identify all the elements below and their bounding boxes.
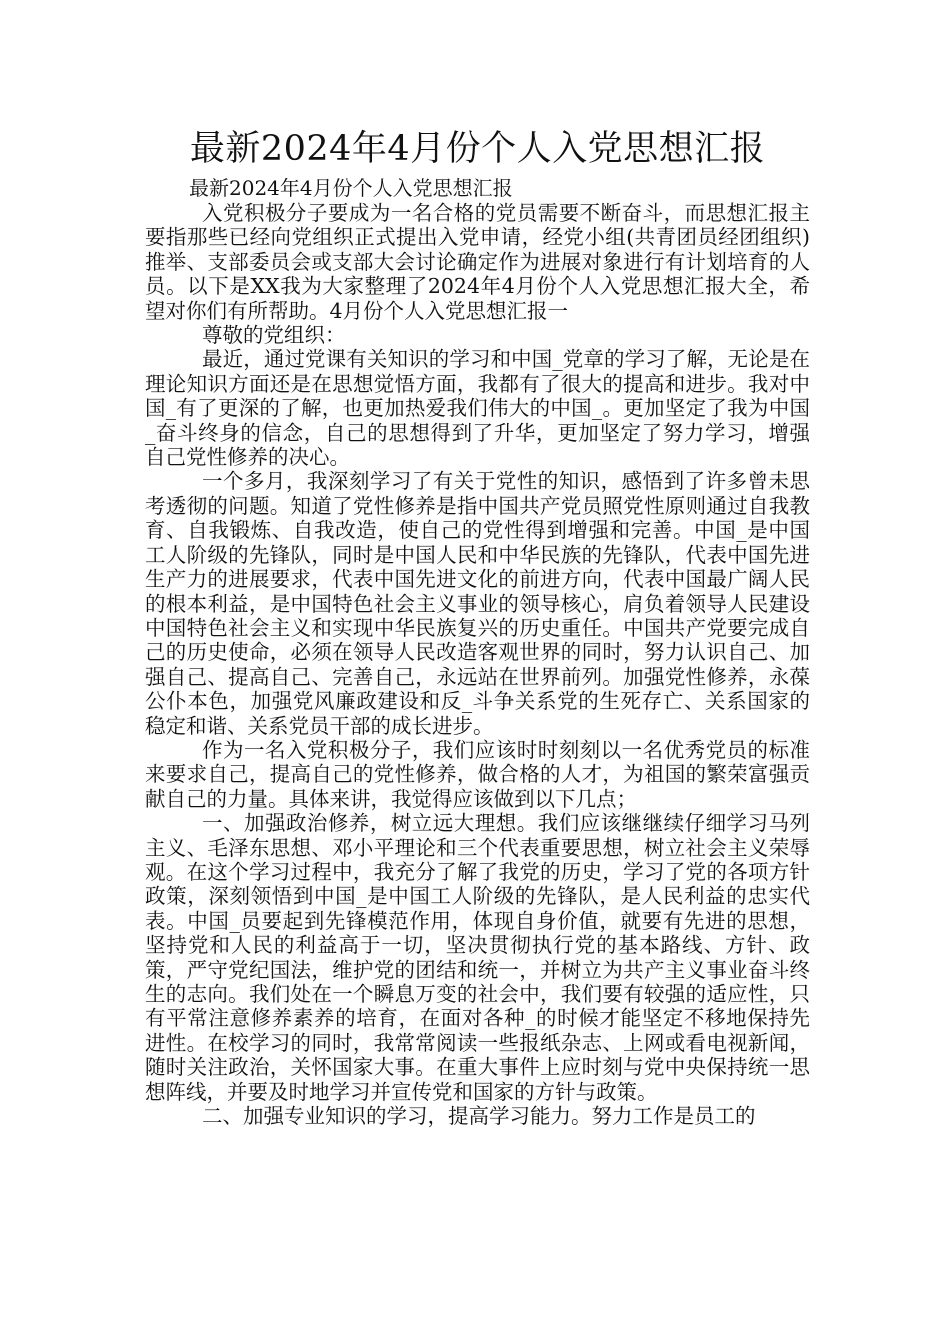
paragraph-intro: 入党积极分子要成为一名合格的党员需要不断奋斗，而思想汇报主要指那些已经向党组织正式提出入党申请，经党小组(共青团员经团组织)推举、支部委员会或支部大会讨论确定作为进展对象进行有计划培育的人员。以下是XX我为大家整理了2024年4月份个人入党思想汇报大全，希望对你们有所帮助。4月份个人入党思想汇报一 <box>145 201 810 323</box>
paragraph-salutation: 尊敬的党组织： <box>202 323 346 348</box>
document-subtitle: 最新2024年4月份个人入党思想汇报 <box>189 176 513 200</box>
paragraph-point-2: 二、加强专业知识的学习，提高学习能力。努力工作是员工的 <box>202 1104 756 1129</box>
paragraph-body-3: 作为一名入党积极分子，我们应该时时刻刻以一名优秀党员的标准来要求自己，提高自己的党性修养，做合格的人才，为祖国的繁荣富强贡献自己的力量。具体来讲，我觉得应该做到以下几点； <box>145 737 810 811</box>
document-page <box>145 128 810 1128</box>
document-title: 最新2024年4月份个人入党思想汇报 <box>189 129 766 169</box>
paragraph-body-2: 一个多月，我深刻学习了有关于党性的知识，感悟到了许多曾未思考透彻的问题。知道了党性修养是指中国共产党员照党性原则通过自我教育、自我锻炼、自我改造，使自己的党性得到增强和完善。中国_是中国工人阶级的先锋队，同时是中国人民和中华民族的先锋队，代表中国先进生产力的进展要求，代表中国先进文化的前进方向，代表中国最广阔人民的根本利益，是中国特色社会主义事业的领导核心，肩负着领导人民建设中国特色社会主义和实现中华民族复兴的历史重任。中国共产党要完成自己的历史使命，必须在领导人民改造客观世界的同时，努力认识自己、加强自己、提高自己、完善自己，永远站在世界前列。加强党性修养，永葆公仆本色，加强党风廉政建设和反_斗争关系党的生死存亡、关系国家的稳定和谐、关系党员干部的成长进步。 <box>145 469 810 738</box>
paragraph-point-1: 一、加强政治修养，树立远大理想。我们应该继继续仔细学习马列主义、毛泽东思想、邓小平理论和三个代表重要思想，树立社会主义荣辱观。在这个学习过程中，我充分了解了我党的历史，学习了党的各项方针政策，深刻领悟到中国_是中国工人阶级的先锋队，是人民利益的忠实代表。中国_员要起到先锋模范作用，体现自身价值，就要有先进的思想，坚持党和人民的利益高于一切，坚决贯彻执行党的基本路线、方针、政策，严守党纪国法，维护党的团结和统一，并树立为共产主义事业奋斗终生的志向。我们处在一个瞬息万变的社会中，我们要有较强的适应性，只有平常注意修养素养的培育，在面对各种_的时候才能坚定不移地保持先进性。在校学习的同时，我常常阅读一些报纸杂志、上网或看电视新闻，随时关注政治，关怀国家大事。在重大事件上应时刻与党中央保持统一思想阵线，并要及时地学习并宣传党和国家的方针与政策。 <box>145 811 810 1104</box>
paragraph-body-1: 最近，通过党课有关知识的学习和中国_党章的学习了解，无论是在理论知识方面还是在思想觉悟方面，我都有了很大的提高和进步。我对中国_有了更深的了解，也更加热爱我们伟大的中国_。更加坚定了我为中国_奋斗终身的信念，自己的思想得到了升华，更加坚定了努力学习，增强自己党性修养的决心。 <box>145 347 810 470</box>
